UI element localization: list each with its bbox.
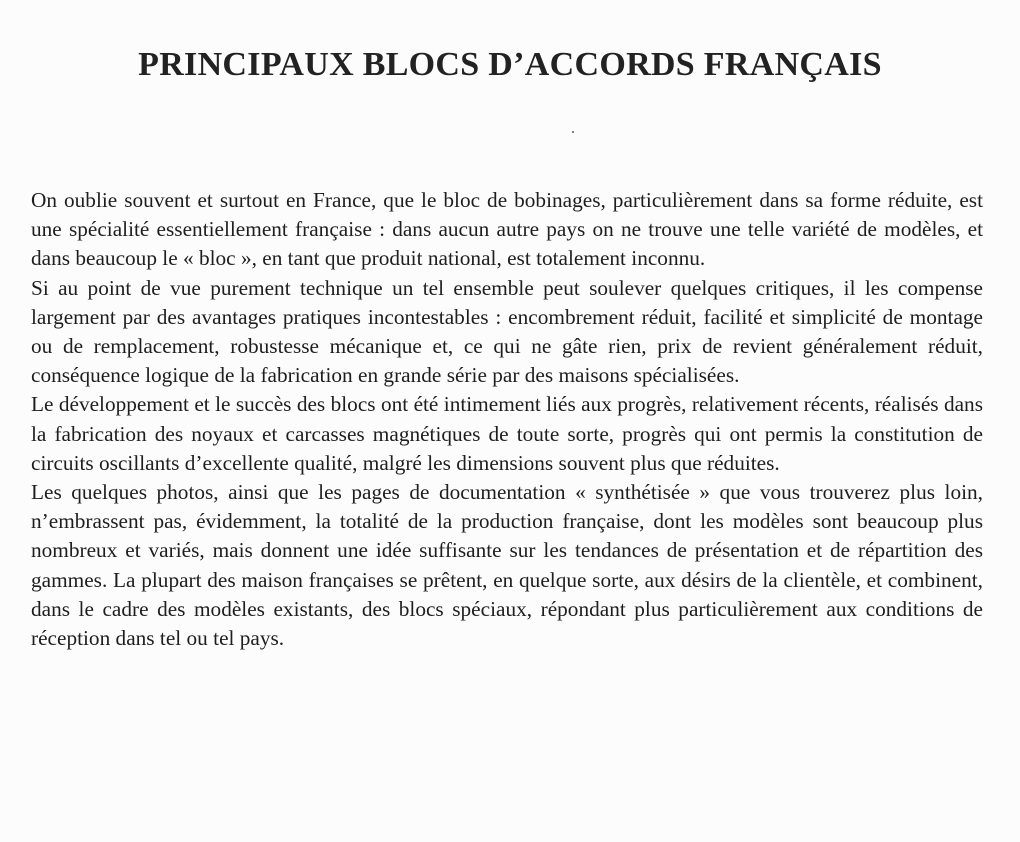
paragraph-3: Le développement et le succès des blocs ont été intimement liés aux progrès, relativement récents, réalisés dans la fabrication des noyaux et carcasses magnétiques de toute sorte, progrès qui ont permis la constitution de circuits oscillants d’excellente qualité, malgré les dimensions souvent plus que réduites. [31, 392, 983, 475]
paragraph-4: Les quelques photos, ainsi que les pages de documentation « synthétisée » que vous trouverez plus loin, n’embrassent pas, évidemment, la totalité de la production française, dont les modèles sont beaucoup plus nombreux et variés, mais donnent une idée suffisante sur les tendances de présentation et de répartition des gammes. La plupart des maison françaises se prêtent, en quelque sorte, aux désirs de la clientèle, et combinent, dans le cadre des modèles existants, des blocs spéciaux, répondant plus particulièrement aux conditions de réception dans tel ou tel pays. [31, 480, 983, 651]
scan-speck [572, 131, 574, 133]
paragraph-1: On oublie souvent et surtout en France, que le bloc de bobinages, particulièrement dans sa forme réduite, est une spécialité essentiellement française : dans aucun autre pays on ne trouve une telle variété de modèles, et dans beaucoup le « bloc », en tant que produit national, est totalement inconnu. [31, 188, 983, 271]
document-body [31, 186, 983, 653]
paragraph-2: Si au point de vue purement technique un tel ensemble peut soulever quelques critiques, il les compense largement par des avantages pratiques incontestables : encombrement réduit, facilité et simplicité de montage ou de remplacement, robustesse mécanique et, ce qui ne gâte rien, prix de revient généralement réduit, conséquence logique de la fabrication en grande série par des maisons spécialisées. [31, 275, 983, 388]
document-title: PRINCIPAUX BLOCS D’ACCORDS FRANÇAIS [138, 46, 882, 83]
